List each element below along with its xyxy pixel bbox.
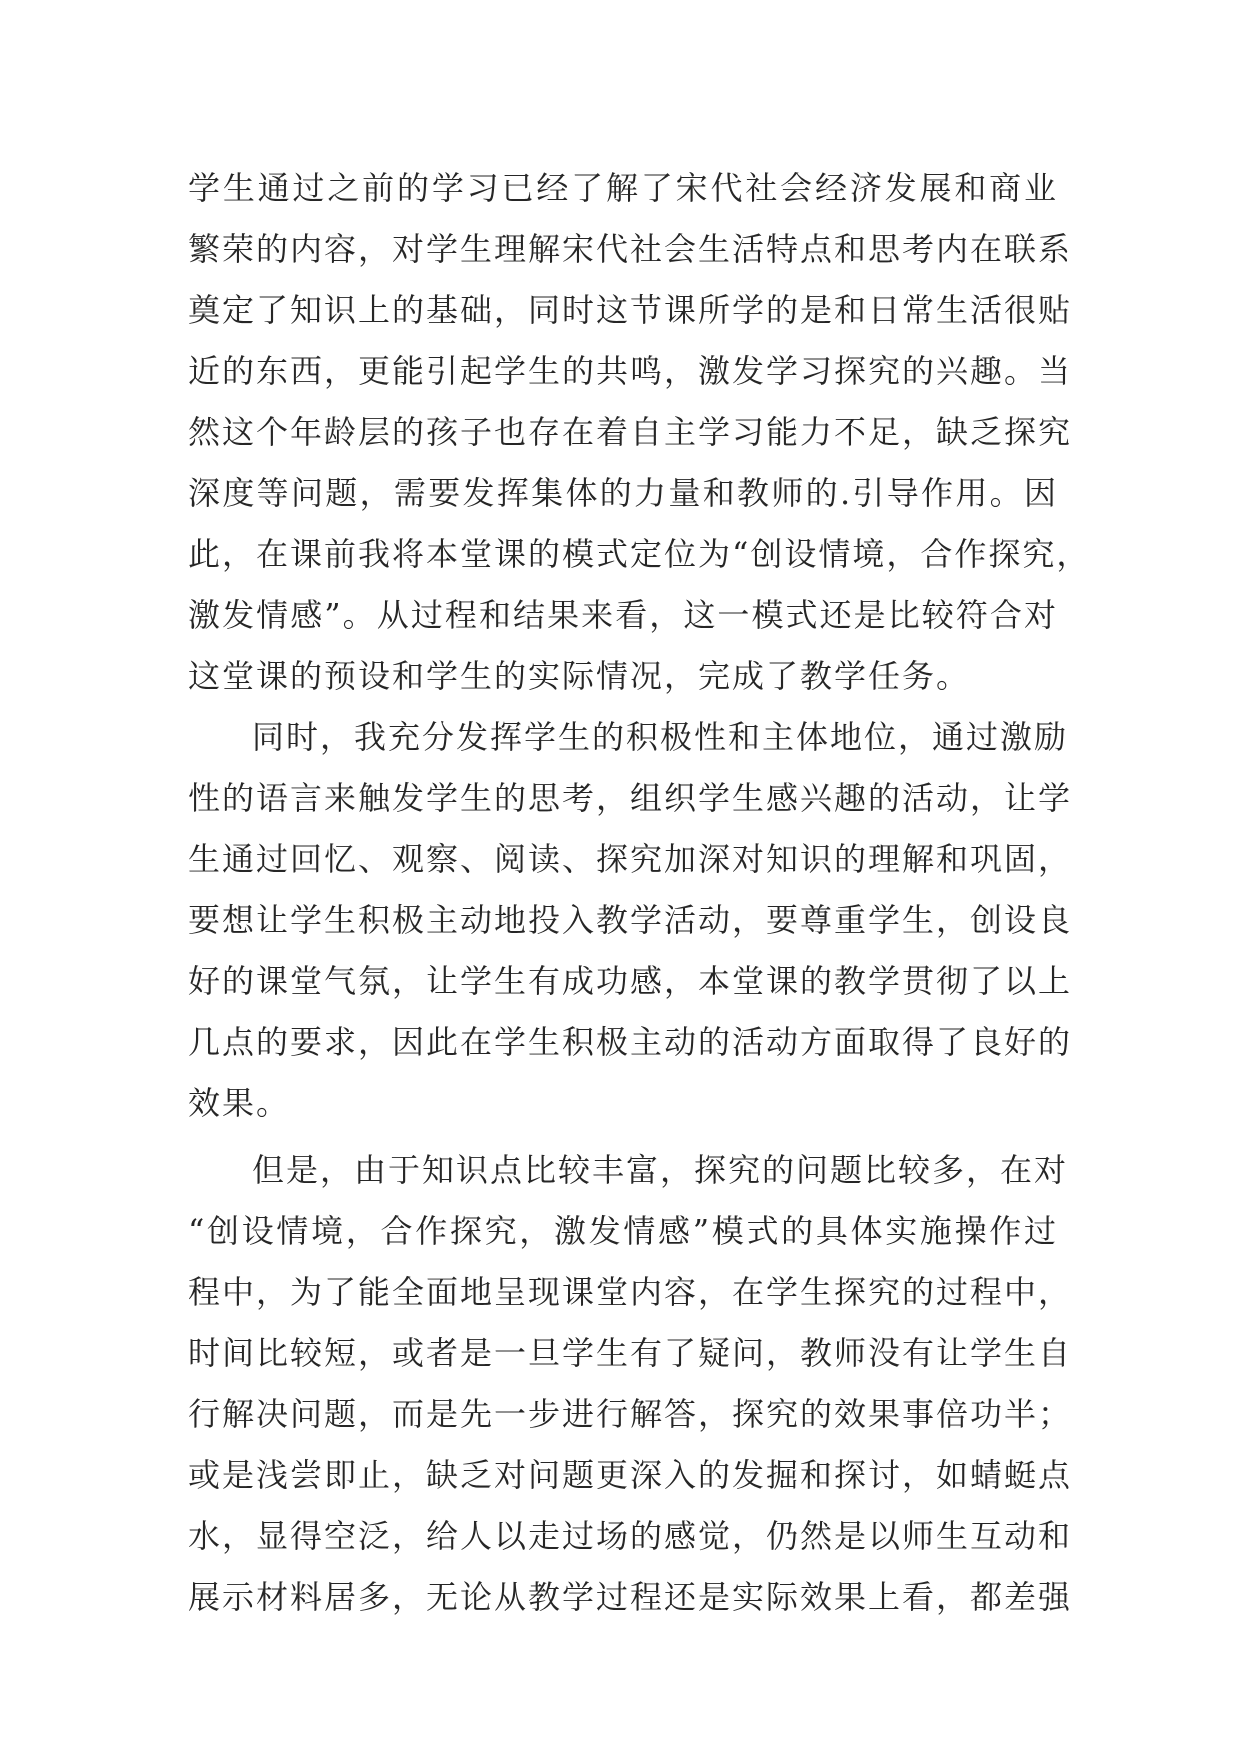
paragraph-line: 水，显得空泛，给人以走过场的感觉，仍然是以师生互动和 xyxy=(188,1517,1073,1555)
paragraph-line: 性的语言来触发学生的思考，组织学生感兴趣的活动，让学 xyxy=(188,779,1073,817)
paragraph-line: 深度等问题，需要发挥集体的力量和教师的.引导作用。因 xyxy=(188,474,1058,512)
paragraph-line: 然这个年龄层的孩子也存在着自主学习能力不足，缺乏探究 xyxy=(188,413,1073,451)
paragraph-line: 行解决问题，而是先一步进行解答，探究的效果事倍功半； xyxy=(188,1395,1073,1433)
paragraph-line: 学生通过之前的学习已经了解了宋代社会经济发展和商业 xyxy=(188,169,1058,207)
paragraph-line: 繁荣的内容，对学生理解宋代社会生活特点和思考内在联系 xyxy=(188,230,1073,268)
paragraph-line: 展示材料居多，无论从教学过程还是实际效果上看，都差强 xyxy=(188,1578,1073,1616)
paragraph-line: 程中，为了能全面地呈现课堂内容，在学生探究的过程中， xyxy=(188,1273,1073,1311)
paragraph-line: 近的东西，更能引起学生的共鸣，激发学习探究的兴趣。当 xyxy=(188,352,1073,390)
paragraph-line: 要想让学生积极主动地投入教学活动，要尊重学生，创设良 xyxy=(188,901,1073,939)
paragraph-line: 时间比较短，或者是一旦学生有了疑问，教师没有让学生自 xyxy=(188,1334,1073,1372)
paragraph-2 xyxy=(188,707,1073,1134)
paragraph-line: 几点的要求，因此在学生积极主动的活动方面取得了良好的 xyxy=(188,1023,1073,1061)
paragraph-line: 同时，我充分发挥学生的积极性和主体地位，通过激励 xyxy=(252,718,1069,756)
paragraph-line: 此，在课前我将本堂课的模式定位为“创设情境，合作探究， xyxy=(188,535,1091,573)
paragraph-3 xyxy=(188,1140,1073,1628)
paragraph-line: “创设情境，合作探究，激发情感”模式的具体实施操作过 xyxy=(188,1212,1058,1250)
paragraph-1 xyxy=(188,158,1091,707)
paragraph-line: 效果。 xyxy=(188,1084,291,1122)
paragraph-line: 好的课堂气氛，让学生有成功感，本堂课的教学贯彻了以上 xyxy=(188,962,1073,1000)
paragraph-line: 这堂课的预设和学生的实际情况，完成了教学任务。 xyxy=(188,657,971,695)
paragraph-line: 奠定了知识上的基础，同时这节课所学的是和日常生活很贴 xyxy=(188,291,1073,329)
paragraph-line: 激发情感”。从过程和结果来看，这一模式还是比较符合对 xyxy=(188,596,1058,634)
document-body xyxy=(188,158,1091,1628)
paragraph-line: 生通过回忆、观察、阅读、探究加深对知识的理解和巩固， xyxy=(188,840,1073,878)
paragraph-line: 但是，由于知识点比较丰富，探究的问题比较多，在对 xyxy=(252,1151,1069,1189)
paragraph-line: 或是浅尝即止，缺乏对问题更深入的发掘和探讨，如蜻蜓点 xyxy=(188,1456,1073,1494)
